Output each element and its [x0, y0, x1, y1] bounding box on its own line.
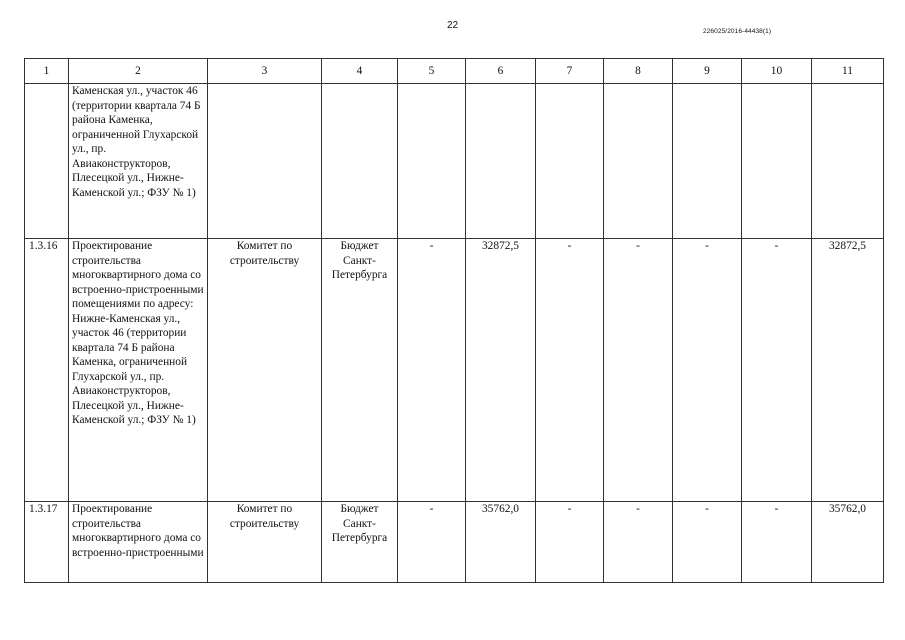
value-cell: - — [604, 239, 673, 502]
value-cell — [536, 84, 604, 239]
table-row — [25, 502, 884, 583]
table-header-row — [25, 59, 884, 84]
value-cell: - — [742, 239, 812, 502]
funding-source: Бюджет Санкт-Петербурга — [322, 502, 398, 583]
header-cell: 10 — [742, 59, 812, 84]
header-cell: 4 — [322, 59, 398, 84]
value-cell: 35762,0 — [466, 502, 536, 583]
item-description: Проектирование строительства многоквартирного дома со встроенно-пристроенными помещениями по адресу: Нижне-Каменская ул., участок 46 (территории квартала 74 Б района Каменка, ограниченной Глухарской ул., пр. Авиаконструкторов, Плесецкой ул., Нижне-Каменской ул.; ФЗУ № 1) — [69, 239, 208, 502]
value-cell: - — [673, 502, 742, 583]
header-cell: 9 — [673, 59, 742, 84]
value-cell — [604, 84, 673, 239]
total-cell — [812, 84, 884, 239]
table-row — [25, 84, 884, 239]
document-id: 226025/2016-44438(1) — [703, 28, 772, 35]
header-cell: 7 — [536, 59, 604, 84]
responsible-executor — [208, 84, 322, 239]
value-cell: - — [536, 502, 604, 583]
item-description: Каменская ул., участок 46 (территории квартала 74 Б района Каменка, ограниченной Глухарской ул., пр. Авиаконструкторов, Плесецкой ул., Нижне-Каменской ул.; ФЗУ № 1) — [69, 84, 208, 239]
item-description: Проектирование строительства многоквартирного дома со встроенно-пристроенными — [69, 502, 208, 583]
value-cell — [742, 84, 812, 239]
value-cell: - — [398, 239, 466, 502]
value-cell: - — [673, 239, 742, 502]
funding-source — [322, 84, 398, 239]
row-number: 1.3.17 — [25, 502, 69, 583]
header-cell: 3 — [208, 59, 322, 84]
header-cell: 11 — [812, 59, 884, 84]
header-cell: 6 — [466, 59, 536, 84]
total-cell: 35762,0 — [812, 502, 884, 583]
header-cell: 5 — [398, 59, 466, 84]
funding-source: Бюджет Санкт-Петербурга — [322, 239, 398, 502]
value-cell: - — [398, 502, 466, 583]
responsible-executor: Комитет по строительству — [208, 502, 322, 583]
total-cell: 32872,5 — [812, 239, 884, 502]
header-cell: 2 — [69, 59, 208, 84]
row-number — [25, 84, 69, 239]
value-cell: - — [536, 239, 604, 502]
value-cell: - — [742, 502, 812, 583]
header-cell: 1 — [25, 59, 69, 84]
header-cell: 8 — [604, 59, 673, 84]
value-cell — [466, 84, 536, 239]
value-cell: - — [604, 502, 673, 583]
value-cell — [673, 84, 742, 239]
value-cell: 32872,5 — [466, 239, 536, 502]
page-number: 22 — [446, 20, 459, 31]
responsible-executor: Комитет по строительству — [208, 239, 322, 502]
value-cell — [398, 84, 466, 239]
row-number: 1.3.16 — [25, 239, 69, 502]
budget-table — [24, 58, 884, 583]
table-row — [25, 239, 884, 502]
